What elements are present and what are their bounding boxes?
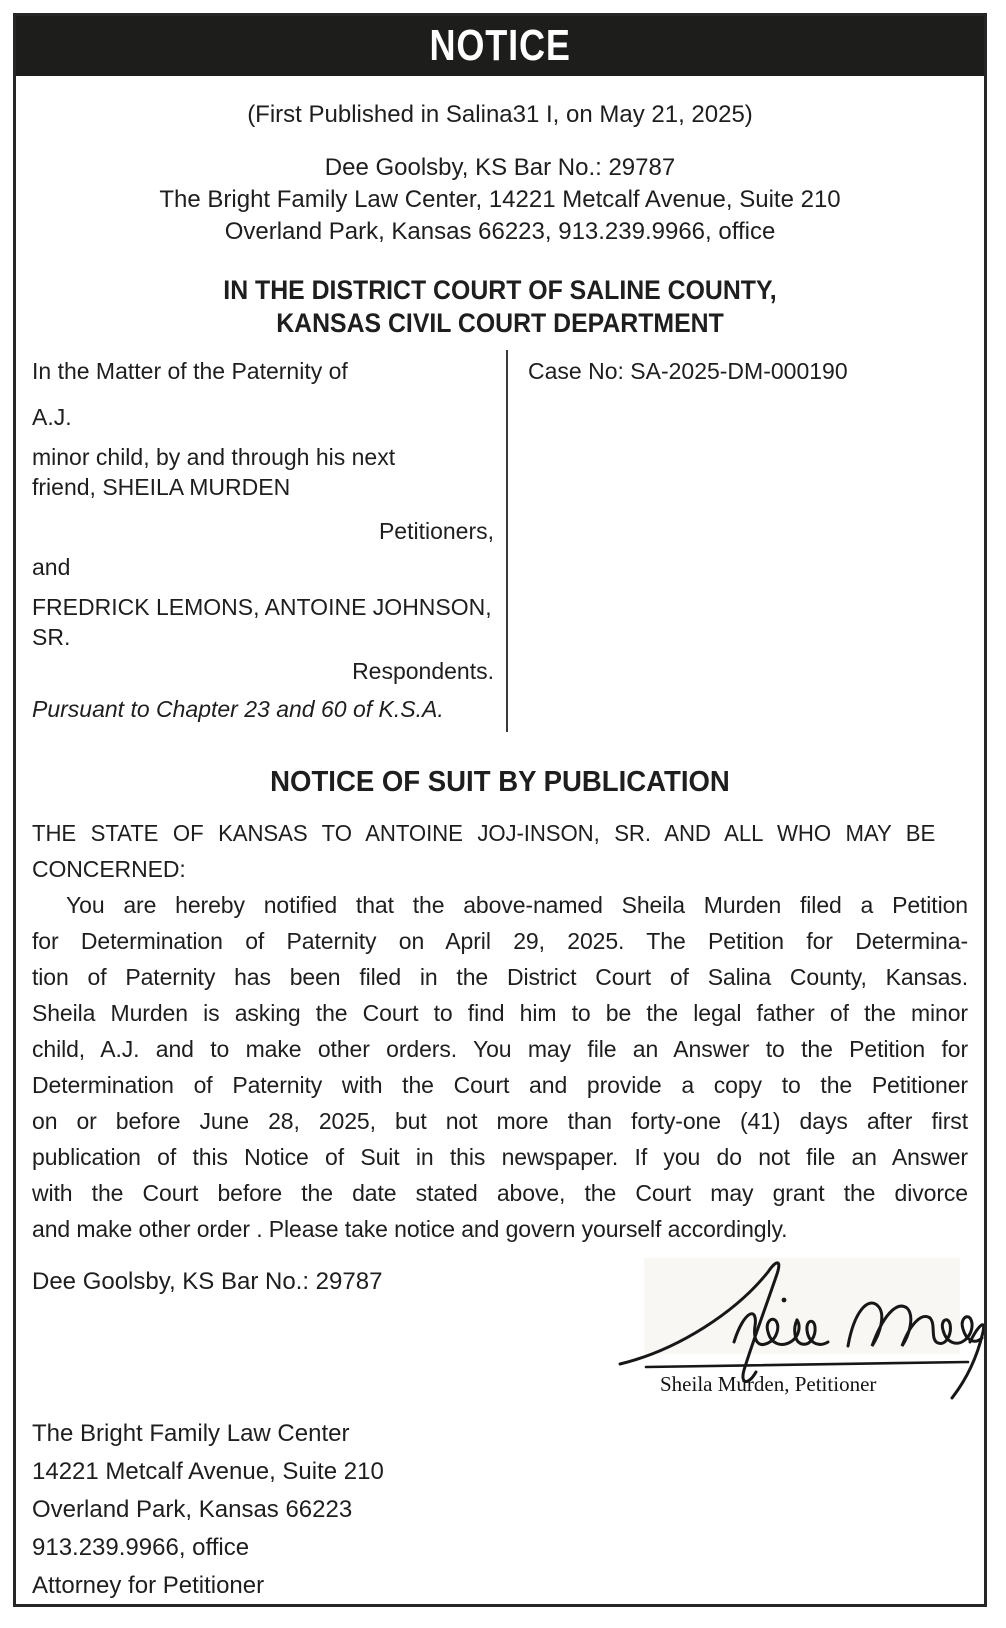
footer-role-line: Attorney for Petitioner (32, 1572, 265, 1599)
caption-matter-line4: friend, SHEILA MURDEN (32, 474, 291, 500)
footer-city-line: Overland Park, Kansas 66223 (32, 1496, 353, 1523)
attorney-header-block (32, 152, 968, 248)
body-line: child, A.J. and to make other orders. You may file an Answer to the Petition for (32, 1036, 968, 1062)
notice-banner (16, 16, 984, 76)
footer-firm-line: The Bright Family Law Center (32, 1420, 350, 1447)
body-line: You are hereby notified that the above-named Sheila Murden filed a Petition (66, 892, 968, 918)
body-line: on or before June 28, 2025, but not more than forty-one (41) days after first (32, 1108, 968, 1134)
respondents-label: Respondents. (352, 658, 494, 684)
caption-left-column (32, 350, 508, 732)
caption-matter-line3: minor child, by and through his next (32, 444, 396, 470)
case-caption (32, 350, 968, 732)
pursuant-line: Pursuant to Chapter 23 and 60 of K.S.A. (32, 696, 444, 722)
publication-line: (First Published in Salina31 I, on May 21, 2025) (247, 101, 753, 128)
respondent-names-line2: SR. (32, 624, 71, 650)
attorney-bar-line: Dee Goolsby, KS Bar No.: 29787 (32, 1268, 383, 1295)
body-line: tion of Paternity has been filed in the District Court of Salina County, Kansas. (32, 964, 968, 990)
court-header (69, 274, 930, 340)
case-number: Case No: SA-2025-DM-000190 (528, 358, 848, 384)
body-line: publication of this Notice of Suit in this newspaper. If you do not file an Answer (32, 1144, 968, 1170)
body-line: for Determination of Paternity on April 29, 2025. The Petition for Determina- (32, 928, 968, 954)
addressee-line1: THE STATE OF KANSAS TO ANTOINE JOJ-INSON, SR. AND ALL WHO MAY BE (32, 820, 936, 846)
body-line: and make other order . Please take notice and govern yourself accordingly. (32, 1216, 788, 1242)
attorney-firm-line: The Bright Family Law Center, 14221 Metcalf Avenue, Suite 210 (159, 186, 841, 213)
footer-street-line: 14221 Metcalf Avenue, Suite 210 (32, 1458, 384, 1485)
footer-phone-line: 913.239.9966, office (32, 1534, 250, 1561)
signature-caption: Sheila Murden, Petitioner (660, 1372, 877, 1396)
and-label: and (32, 554, 71, 580)
respondent-names-line1: FREDRICK LEMONS, ANTOINE JOHNSON, (32, 594, 492, 620)
notice-of-suit-heading: NOTICE OF SUIT BY PUBLICATION (270, 766, 730, 798)
signature-block (614, 1248, 987, 1413)
caption-matter-line1: In the Matter of the Paternity of (32, 358, 348, 384)
body-line: with the Court before the date stated above, the Court may grant the divorce (32, 1180, 968, 1206)
attorney-city-line: Overland Park, Kansas 66223, 913.239.9966, office (224, 218, 776, 245)
court-header-line2: KANSAS CIVIL COURT DEPARTMENT (276, 308, 724, 338)
attorney-footer-block (32, 1415, 968, 1605)
petitioners-label: Petitioners, (378, 518, 494, 544)
body-line: Sheila Murden is asking the Court to find him to be the legal father of the minor (32, 1000, 968, 1026)
attorney-name-line: Dee Goolsby, KS Bar No.: 29787 (324, 154, 676, 181)
notice-document (13, 13, 987, 1607)
banner-title: NOTICE (429, 21, 571, 70)
court-header-line1: IN THE DISTRICT COURT OF SALINE COUNTY, (223, 275, 777, 305)
caption-right-column (508, 350, 968, 732)
body-line: Determination of Paternity with the Court and provide a copy to the Petitioner (32, 1072, 968, 1098)
notice-body (32, 815, 968, 1247)
caption-matter-line2: A.J. (32, 404, 72, 430)
addressee-line2: CONCERNED: (32, 856, 186, 882)
